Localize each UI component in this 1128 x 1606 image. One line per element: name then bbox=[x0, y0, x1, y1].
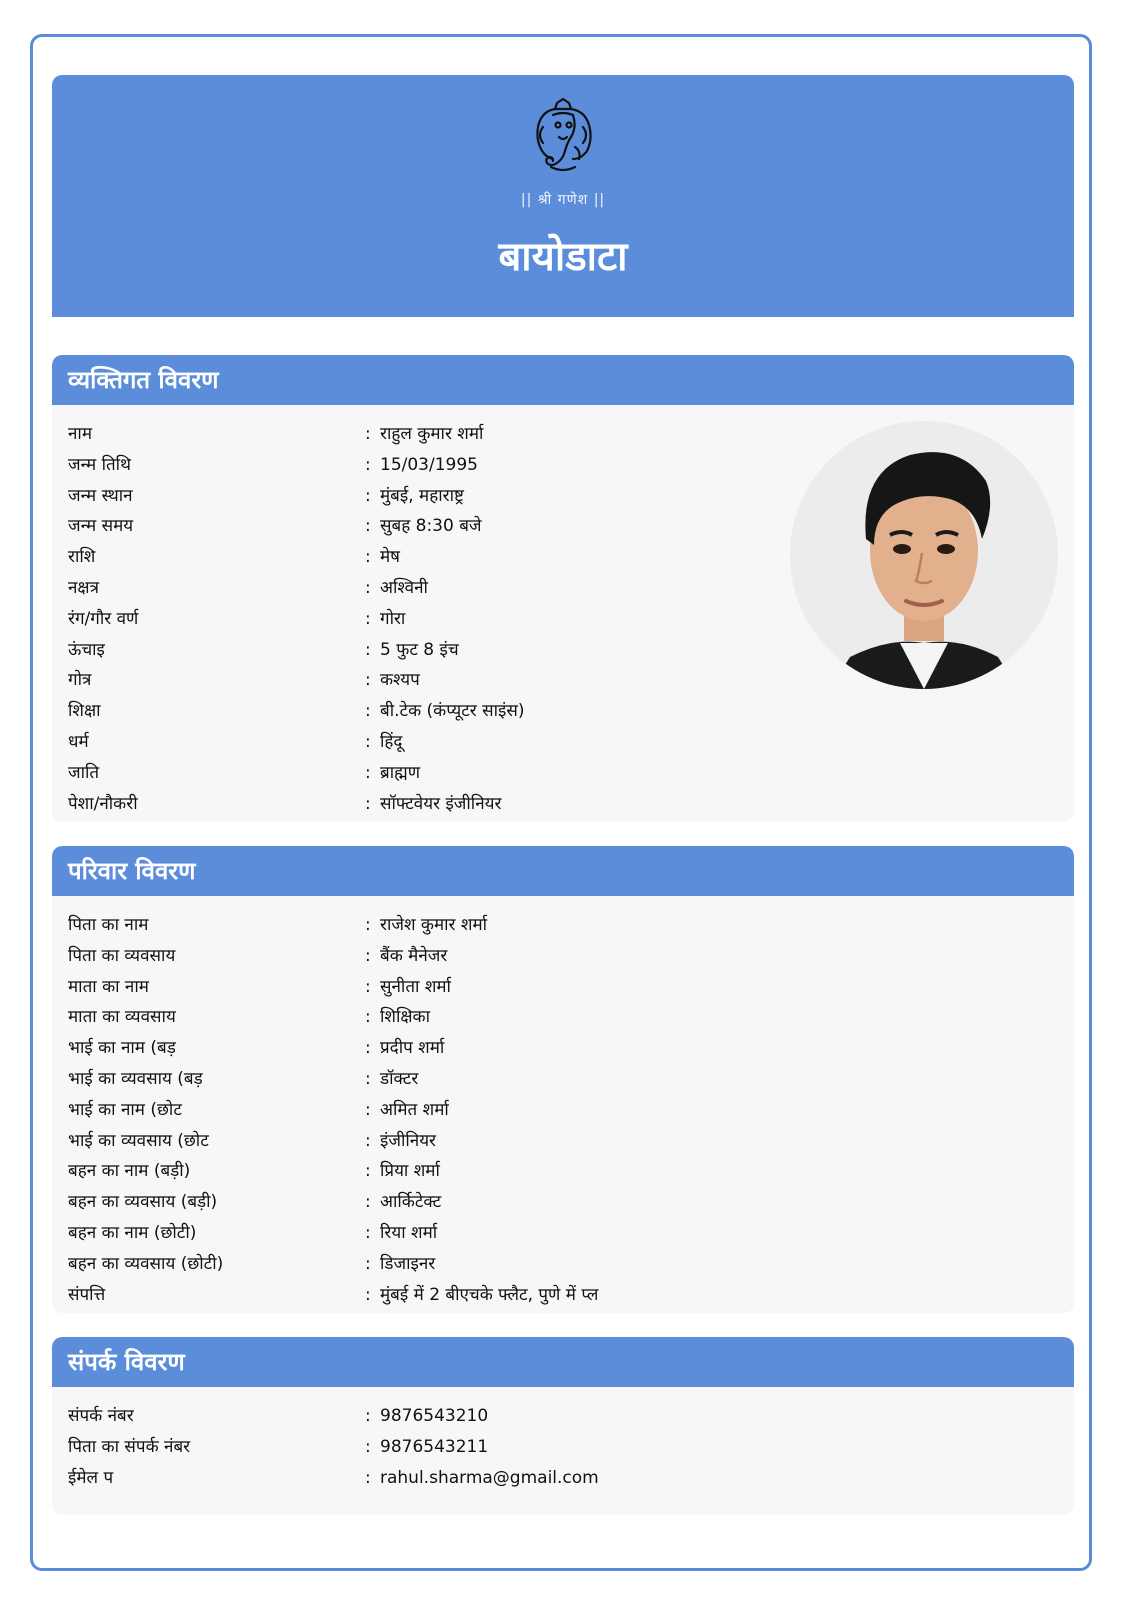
field-separator: : bbox=[365, 1406, 371, 1426]
field-label: पेशा/नौकरी bbox=[68, 793, 138, 814]
field-separator: : bbox=[365, 608, 371, 629]
family-details-list bbox=[52, 896, 1074, 1310]
field-label: गोत्र bbox=[68, 670, 92, 691]
field-label: पिता का नाम bbox=[68, 915, 149, 935]
field-value: प्रदीप शर्मा bbox=[380, 1038, 445, 1059]
family-row bbox=[52, 1218, 1074, 1249]
field-separator: : bbox=[365, 1253, 371, 1274]
contact-row bbox=[52, 1432, 1074, 1463]
field-value: डिजाइनर bbox=[380, 1253, 436, 1274]
personal-details-heading: व्यक्तिगत विवरण bbox=[52, 355, 1074, 405]
field-value: शिक्षिका bbox=[380, 1007, 431, 1028]
family-row bbox=[52, 972, 1074, 1003]
field-value: आर्किटेक्ट bbox=[380, 1192, 442, 1213]
field-value: सॉफ्टवेयर इंजीनियर bbox=[380, 793, 502, 814]
contact-details-heading: संपर्क विवरण bbox=[52, 1337, 1074, 1387]
field-label: संपर्क नंबर bbox=[68, 1406, 134, 1426]
field-label: नाम bbox=[68, 424, 93, 444]
field-value: सुबह 8:30 बजे bbox=[380, 516, 482, 537]
field-label: बहन का व्यवसाय (बड़ी) bbox=[68, 1192, 218, 1213]
field-separator: : bbox=[365, 670, 371, 691]
field-value: अश्विनी bbox=[380, 577, 428, 598]
field-separator: : bbox=[365, 424, 371, 444]
field-value: अमित शर्मा bbox=[380, 1099, 449, 1120]
field-separator: : bbox=[365, 454, 371, 475]
field-separator: : bbox=[365, 485, 371, 506]
field-value: rahul.sharma@gmail.com bbox=[380, 1467, 599, 1488]
field-label: भाई का व्यवसाय (बड़ bbox=[68, 1068, 203, 1089]
family-row bbox=[52, 1156, 1074, 1187]
contact-row bbox=[52, 1463, 1074, 1494]
field-value: राहुल कुमार शर्मा bbox=[380, 424, 484, 444]
field-value: हिंदू bbox=[380, 731, 403, 752]
field-label: माता का व्यवसाय bbox=[68, 1007, 176, 1028]
field-label: जन्म तिथि bbox=[68, 454, 131, 475]
field-value: 9876543211 bbox=[380, 1436, 489, 1457]
field-label: नक्षत्र bbox=[68, 577, 100, 598]
family-row bbox=[52, 1249, 1074, 1280]
field-value: ब्राह्मण bbox=[380, 762, 421, 783]
field-label: भाई का नाम (बड़ bbox=[68, 1038, 176, 1059]
field-separator: : bbox=[365, 1222, 371, 1243]
field-value: बैंक मैनेजर bbox=[380, 945, 448, 966]
family-row bbox=[52, 941, 1074, 972]
field-value: बी.टेक (कंप्यूटर साइंस) bbox=[380, 701, 525, 722]
field-label: बहन का नाम (बड़ी) bbox=[68, 1161, 191, 1182]
field-label: माता का नाम bbox=[68, 976, 149, 997]
personal-row bbox=[52, 789, 1074, 820]
field-value: राजेश कुमार शर्मा bbox=[380, 915, 488, 935]
family-details-section bbox=[52, 846, 1074, 1313]
field-separator: : bbox=[365, 1038, 371, 1059]
family-row bbox=[52, 1095, 1074, 1126]
field-value: सुनीता शर्मा bbox=[380, 976, 451, 997]
field-value: रिया शर्मा bbox=[380, 1222, 438, 1243]
field-value: 15/03/1995 bbox=[380, 454, 478, 475]
field-label: रंग/गौर वर्ण bbox=[68, 608, 139, 629]
field-separator: : bbox=[365, 701, 371, 722]
field-label: शिक्षा bbox=[68, 701, 101, 722]
personal-row bbox=[52, 727, 1074, 758]
field-value: मुंबई में 2 बीएचके फ्लैट, पुणे में प्ल bbox=[380, 1284, 599, 1305]
biodata-header bbox=[52, 75, 1074, 317]
field-label: बहन का व्यवसाय (छोटी) bbox=[68, 1253, 224, 1274]
field-label: जन्म समय bbox=[68, 516, 134, 537]
personal-row bbox=[52, 696, 1074, 727]
personal-row bbox=[52, 758, 1074, 789]
field-separator: : bbox=[365, 731, 371, 752]
field-value: मुंबई, महाराष्ट्र bbox=[380, 485, 464, 506]
field-label: जाति bbox=[68, 762, 100, 783]
field-separator: : bbox=[365, 945, 371, 966]
field-separator: : bbox=[365, 762, 371, 783]
contact-row bbox=[52, 1401, 1074, 1432]
field-separator: : bbox=[365, 1436, 371, 1457]
field-value: डॉक्टर bbox=[380, 1068, 419, 1089]
field-separator: : bbox=[365, 639, 371, 660]
field-value: इंजीनियर bbox=[380, 1130, 437, 1151]
field-separator: : bbox=[365, 976, 371, 997]
page-title: बायोडाटा bbox=[498, 234, 628, 280]
field-separator: : bbox=[365, 1068, 371, 1089]
field-value: मेष bbox=[380, 547, 400, 568]
field-separator: : bbox=[365, 1161, 371, 1182]
field-label: भाई का नाम (छोट bbox=[68, 1099, 182, 1120]
field-label: पिता का संपर्क नंबर bbox=[68, 1436, 191, 1457]
field-separator: : bbox=[365, 516, 371, 537]
field-separator: : bbox=[365, 547, 371, 568]
family-row bbox=[52, 1126, 1074, 1157]
field-separator: : bbox=[365, 577, 371, 598]
field-label: बहन का नाम (छोटी) bbox=[68, 1222, 197, 1243]
shri-ganesh-line: || श्री गणेश || bbox=[520, 192, 606, 208]
field-separator: : bbox=[365, 1130, 371, 1151]
field-separator: : bbox=[365, 793, 371, 814]
person-portrait-icon bbox=[790, 421, 1058, 689]
family-row bbox=[52, 910, 1074, 941]
field-separator: : bbox=[365, 1007, 371, 1028]
field-separator: : bbox=[365, 1284, 371, 1305]
field-separator: : bbox=[365, 1099, 371, 1120]
contact-details-section bbox=[52, 1337, 1074, 1515]
field-label: धर्म bbox=[68, 731, 89, 752]
field-label: पिता का व्यवसाय bbox=[68, 945, 176, 966]
field-separator: : bbox=[365, 1192, 371, 1213]
family-row bbox=[52, 1033, 1074, 1064]
family-row bbox=[52, 1064, 1074, 1095]
family-details-heading: परिवार विवरण bbox=[52, 846, 1074, 896]
family-row bbox=[52, 1002, 1074, 1033]
contact-details-list bbox=[52, 1387, 1074, 1493]
profile-photo bbox=[790, 421, 1058, 689]
family-row bbox=[52, 1280, 1074, 1311]
personal-details-section bbox=[52, 355, 1074, 822]
field-label: ईमेल प bbox=[68, 1467, 114, 1488]
ganesh-icon bbox=[531, 97, 595, 177]
field-label: भाई का व्यवसाय (छोट bbox=[68, 1130, 209, 1151]
field-label: राशि bbox=[68, 547, 96, 568]
family-row bbox=[52, 1187, 1074, 1218]
field-separator: : bbox=[365, 1467, 371, 1488]
field-value: गोरा bbox=[380, 608, 406, 629]
field-value: 9876543210 bbox=[380, 1406, 489, 1426]
field-value: 5 फुट 8 इंच bbox=[380, 639, 459, 660]
field-label: जन्म स्थान bbox=[68, 485, 133, 506]
field-label: संपत्ति bbox=[68, 1284, 106, 1305]
field-value: कश्यप bbox=[380, 670, 420, 691]
field-value: प्रिया शर्मा bbox=[380, 1161, 440, 1182]
field-label: ऊंचाइ bbox=[68, 639, 105, 660]
field-separator: : bbox=[365, 915, 371, 935]
